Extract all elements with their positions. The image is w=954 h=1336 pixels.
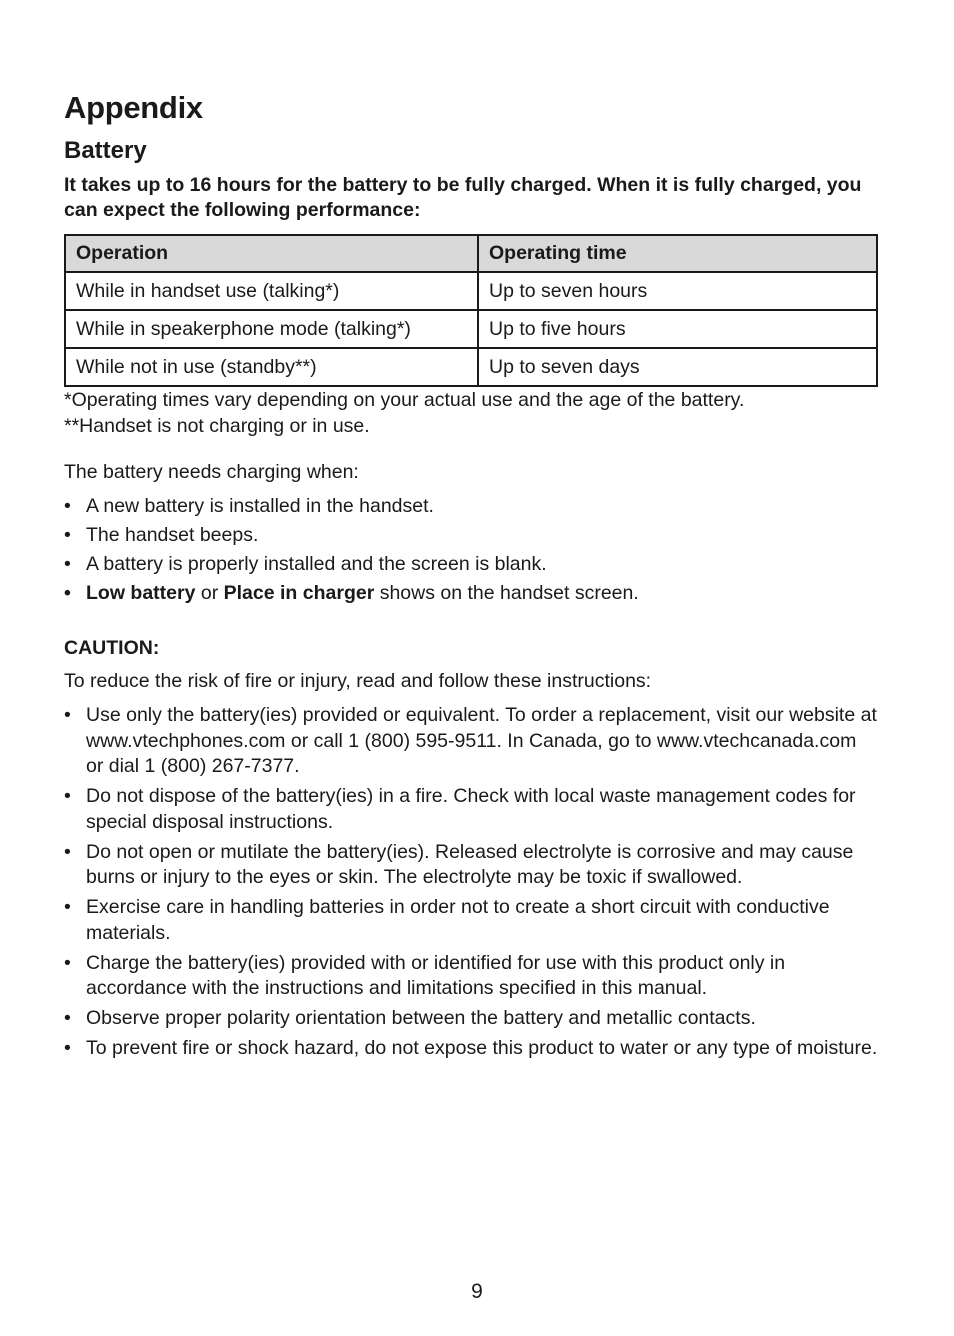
list-item xyxy=(64,840,878,891)
table-header-row xyxy=(65,235,877,272)
table-cell: Up to seven days xyxy=(478,348,877,386)
bullet-icon: • xyxy=(64,524,71,546)
bullet-icon: • xyxy=(64,896,71,918)
bullet-icon: • xyxy=(64,785,71,807)
list-item-text: Charge the battery(ies) provided with or identified for use with this product only in accordance with the instructions and limitations specified in this manual. xyxy=(86,951,786,999)
bullet-icon: • xyxy=(64,1037,71,1059)
section-title: Battery xyxy=(64,137,147,164)
battery-performance-table xyxy=(64,234,878,387)
list-item-text: The handset beeps. xyxy=(86,524,259,546)
table-cell: While in handset use (talking*) xyxy=(65,272,478,310)
list-item-text: A new battery is installed in the handset. xyxy=(86,495,434,517)
table-row xyxy=(65,348,877,386)
place-in-charger-label: Place in charger xyxy=(223,582,375,604)
caution-list xyxy=(64,703,878,1066)
table-cell: While in speakerphone mode (talking*) xyxy=(65,310,478,348)
list-item-text: Exercise care in handling batteries in order not to create a short circuit with conductive materials. xyxy=(86,896,830,944)
caution-intro: To reduce the risk of fire or injury, read and follow these instructions: xyxy=(64,670,652,692)
list-item-text: or xyxy=(195,582,224,604)
table-row xyxy=(65,310,877,348)
charging-intro: The battery needs charging when: xyxy=(64,461,359,483)
list-item xyxy=(64,1036,878,1062)
bullet-icon: • xyxy=(64,1007,71,1029)
bullet-icon: • xyxy=(64,704,71,726)
table-header-operation: Operation xyxy=(65,235,478,272)
table-cell: Up to seven hours xyxy=(478,272,877,310)
table-header-operating-time: Operating time xyxy=(478,235,877,272)
page-number: 9 xyxy=(471,1280,483,1303)
list-item-text: shows on the handset screen. xyxy=(374,582,639,604)
list-item-text: A battery is properly installed and the screen is blank. xyxy=(86,553,547,575)
table-cell: Up to five hours xyxy=(478,310,877,348)
bullet-icon: • xyxy=(64,553,71,575)
caution-heading: CAUTION: xyxy=(64,637,160,659)
bullet-icon: • xyxy=(64,495,71,517)
table-cell: While not in use (standby**) xyxy=(65,348,478,386)
list-item xyxy=(64,552,878,578)
intro-paragraph: It takes up to 16 hours for the battery to be fully charged. When it is fully charged, you can expect the following performance: xyxy=(64,174,862,221)
list-item xyxy=(64,523,878,549)
bullet-icon: • xyxy=(64,840,71,863)
low-battery-label: Low battery xyxy=(86,582,196,604)
page-title: Appendix xyxy=(64,90,203,125)
charging-list xyxy=(64,494,878,610)
list-item-text: Do not dispose of the battery(ies) in a fire. Check with local waste management codes for special disposal instructions. xyxy=(86,785,856,833)
footnote: **Handset is not charging or in use. xyxy=(64,414,370,437)
list-item-text: To prevent fire or shock hazard, do not expose this product to water or any type of moisture. xyxy=(86,1037,878,1059)
footnote: *Operating times vary depending on your actual use and the age of the battery. xyxy=(64,389,745,411)
list-item xyxy=(64,494,878,520)
footnotes xyxy=(64,388,744,439)
list-item-text: Use only the battery(ies) provided or equivalent. To order a replacement, visit our website at www.vtechphones.com or call 1 (800) 595-9511. In Canada, go to www.vtechcanada.com or dial 1 (800) 267-7377. xyxy=(86,704,877,777)
list-item xyxy=(64,581,878,607)
list-item xyxy=(64,951,878,1002)
list-item xyxy=(64,1006,878,1032)
list-item xyxy=(64,703,878,780)
bullet-icon: • xyxy=(64,951,71,974)
bullet-icon: • xyxy=(64,582,71,604)
list-item-text: Do not open or mutilate the battery(ies). Released electrolyte is corrosive and may cause burns or injury to the eyes or skin. The electrolyte may be toxic if swallowed. xyxy=(86,840,854,888)
table-row xyxy=(65,272,877,310)
list-item xyxy=(64,895,878,946)
list-item xyxy=(64,784,878,835)
list-item-text: Observe proper polarity orientation between the battery and metallic contacts. xyxy=(86,1007,756,1029)
